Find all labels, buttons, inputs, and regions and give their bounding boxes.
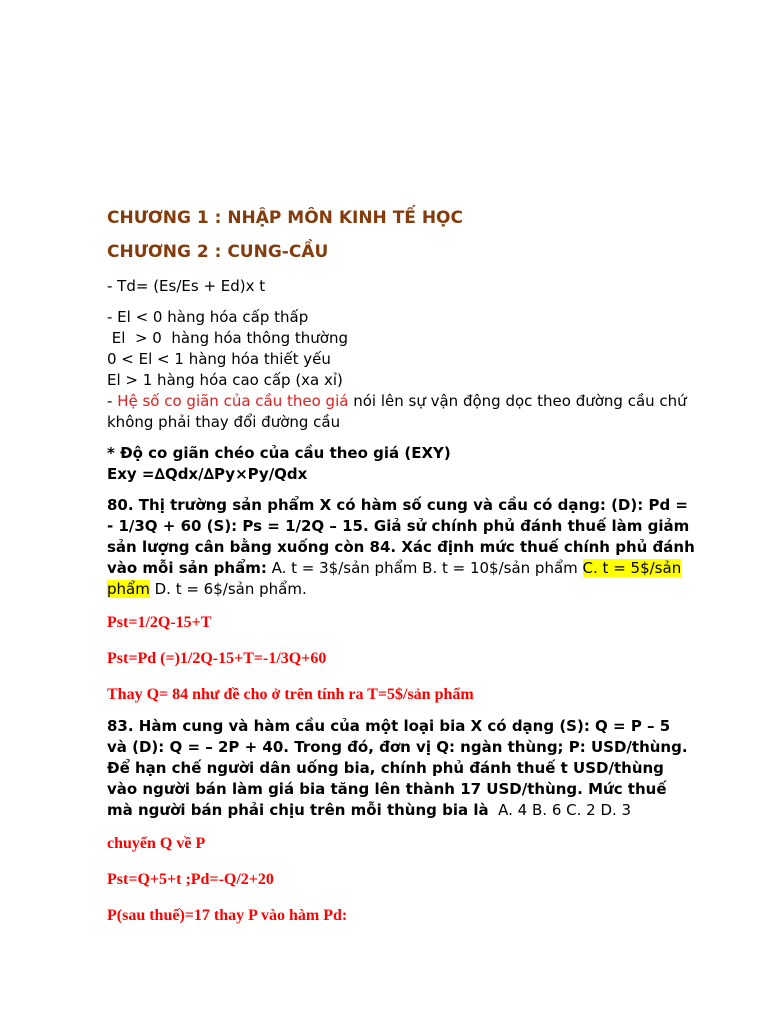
q80-solution-3: Thay Q= 84 như đề cho ở trên tính ra T=5$/sản phẩm xyxy=(107,686,474,703)
q80-options-ab: A. t = 3$/sản phẩm B. t = 10$/sản phẩm xyxy=(266,559,583,577)
q80-solution-1: Pst=1/2Q-15+T xyxy=(107,614,212,631)
q83-solution-1: chuyển Q về P xyxy=(107,835,206,852)
q83-solution-2: Pst=Q+5+t ;Pd=-Q/2+20 xyxy=(107,871,274,888)
q80-line-1: 80. Thị trường sản phẩm X có hàm số cung và cầu có dạng: (D): Pd = xyxy=(107,496,688,514)
q80-line-2: - 1/3Q + 60 (S): Ps = 1/2Q – 15. Giả sử chính phủ đánh thuế làm giảm xyxy=(107,517,690,535)
q80-line-4-bold: vào mỗi sản phẩm: xyxy=(107,559,267,577)
cross-elasticity-formula: Exy =∆Qdx/∆Py×Py/Qdx xyxy=(107,465,308,483)
q83-line-2: và (D): Q = – 2P + 40. Trong đó, đơn vị Q: ngàn thùng; P: USD/thùng. xyxy=(107,738,688,756)
q83-line-5-bold: mà người bán phải chịu trên mỗi thùng bia là xyxy=(107,801,489,819)
q80-answer-highlight-cont: phẩm xyxy=(107,580,150,598)
q80-line-5 xyxy=(107,579,707,600)
q80-solution-2: Pst=Pd (=)1/2Q-15+T=-1/3Q+60 xyxy=(107,650,327,667)
price-elasticity-note xyxy=(107,391,707,412)
q83-line-1: 83. Hàm cung và hàm cầu của một loại bia X có dạng (S): Q = P – 5 xyxy=(107,717,671,735)
q83-line-4: vào người bán làm giá bia tăng lên thành 17 USD/thùng. Mức thuế xyxy=(107,780,667,798)
q83-options: A. 4 B. 6 C. 2 D. 3 xyxy=(488,801,632,819)
q80-answer-highlight: C. t = 5$/sản xyxy=(582,559,682,577)
cross-elasticity-title: * Độ co giãn chéo của cầu theo giá (EXY) xyxy=(107,444,451,462)
elasticity-line-2: El > 0 hàng hóa thông thường xyxy=(107,329,348,347)
elasticity-line-4: El > 1 hàng hóa cao cấp (xa xỉ) xyxy=(107,371,343,389)
elasticity-line-1: - El < 0 hàng hóa cấp thấp xyxy=(107,308,309,326)
q80-option-d: D. t = 6$/sản phẩm. xyxy=(149,580,307,598)
q80-line-4 xyxy=(107,558,707,579)
note-red-term: Hệ số co giãn của cầu theo giá xyxy=(117,392,349,410)
note-prefix: - xyxy=(107,392,118,410)
chapter-2-heading: CHƯƠNG 2 : CUNG-CẦU xyxy=(107,242,329,262)
price-elasticity-note-cont: không phải thay đổi đường cầu xyxy=(107,413,341,431)
q80-line-3: sản lượng cân bằng xuống còn 84. Xác định mức thuế chính phủ đánh xyxy=(107,538,695,556)
document-page xyxy=(107,206,707,927)
chapter-1-heading: CHƯƠNG 1 : NHẬP MÔN KINH TẾ HỌC xyxy=(107,208,463,228)
elasticity-line-3: 0 < El < 1 hàng hóa thiết yếu xyxy=(107,350,331,368)
note-rest-1: nói lên sự vận động dọc theo đường cầu chứ xyxy=(348,392,687,410)
q83-solution-3: P(sau thuế)=17 thay P vào hàm Pd: xyxy=(107,907,348,924)
q83-line-3: Để hạn chế người dân uống bia, chính phủ đánh thuế t USD/thùng xyxy=(107,759,664,777)
q83-line-5 xyxy=(107,800,707,821)
td-formula: - Td= (Es/Es + Ed)x t xyxy=(107,277,266,295)
